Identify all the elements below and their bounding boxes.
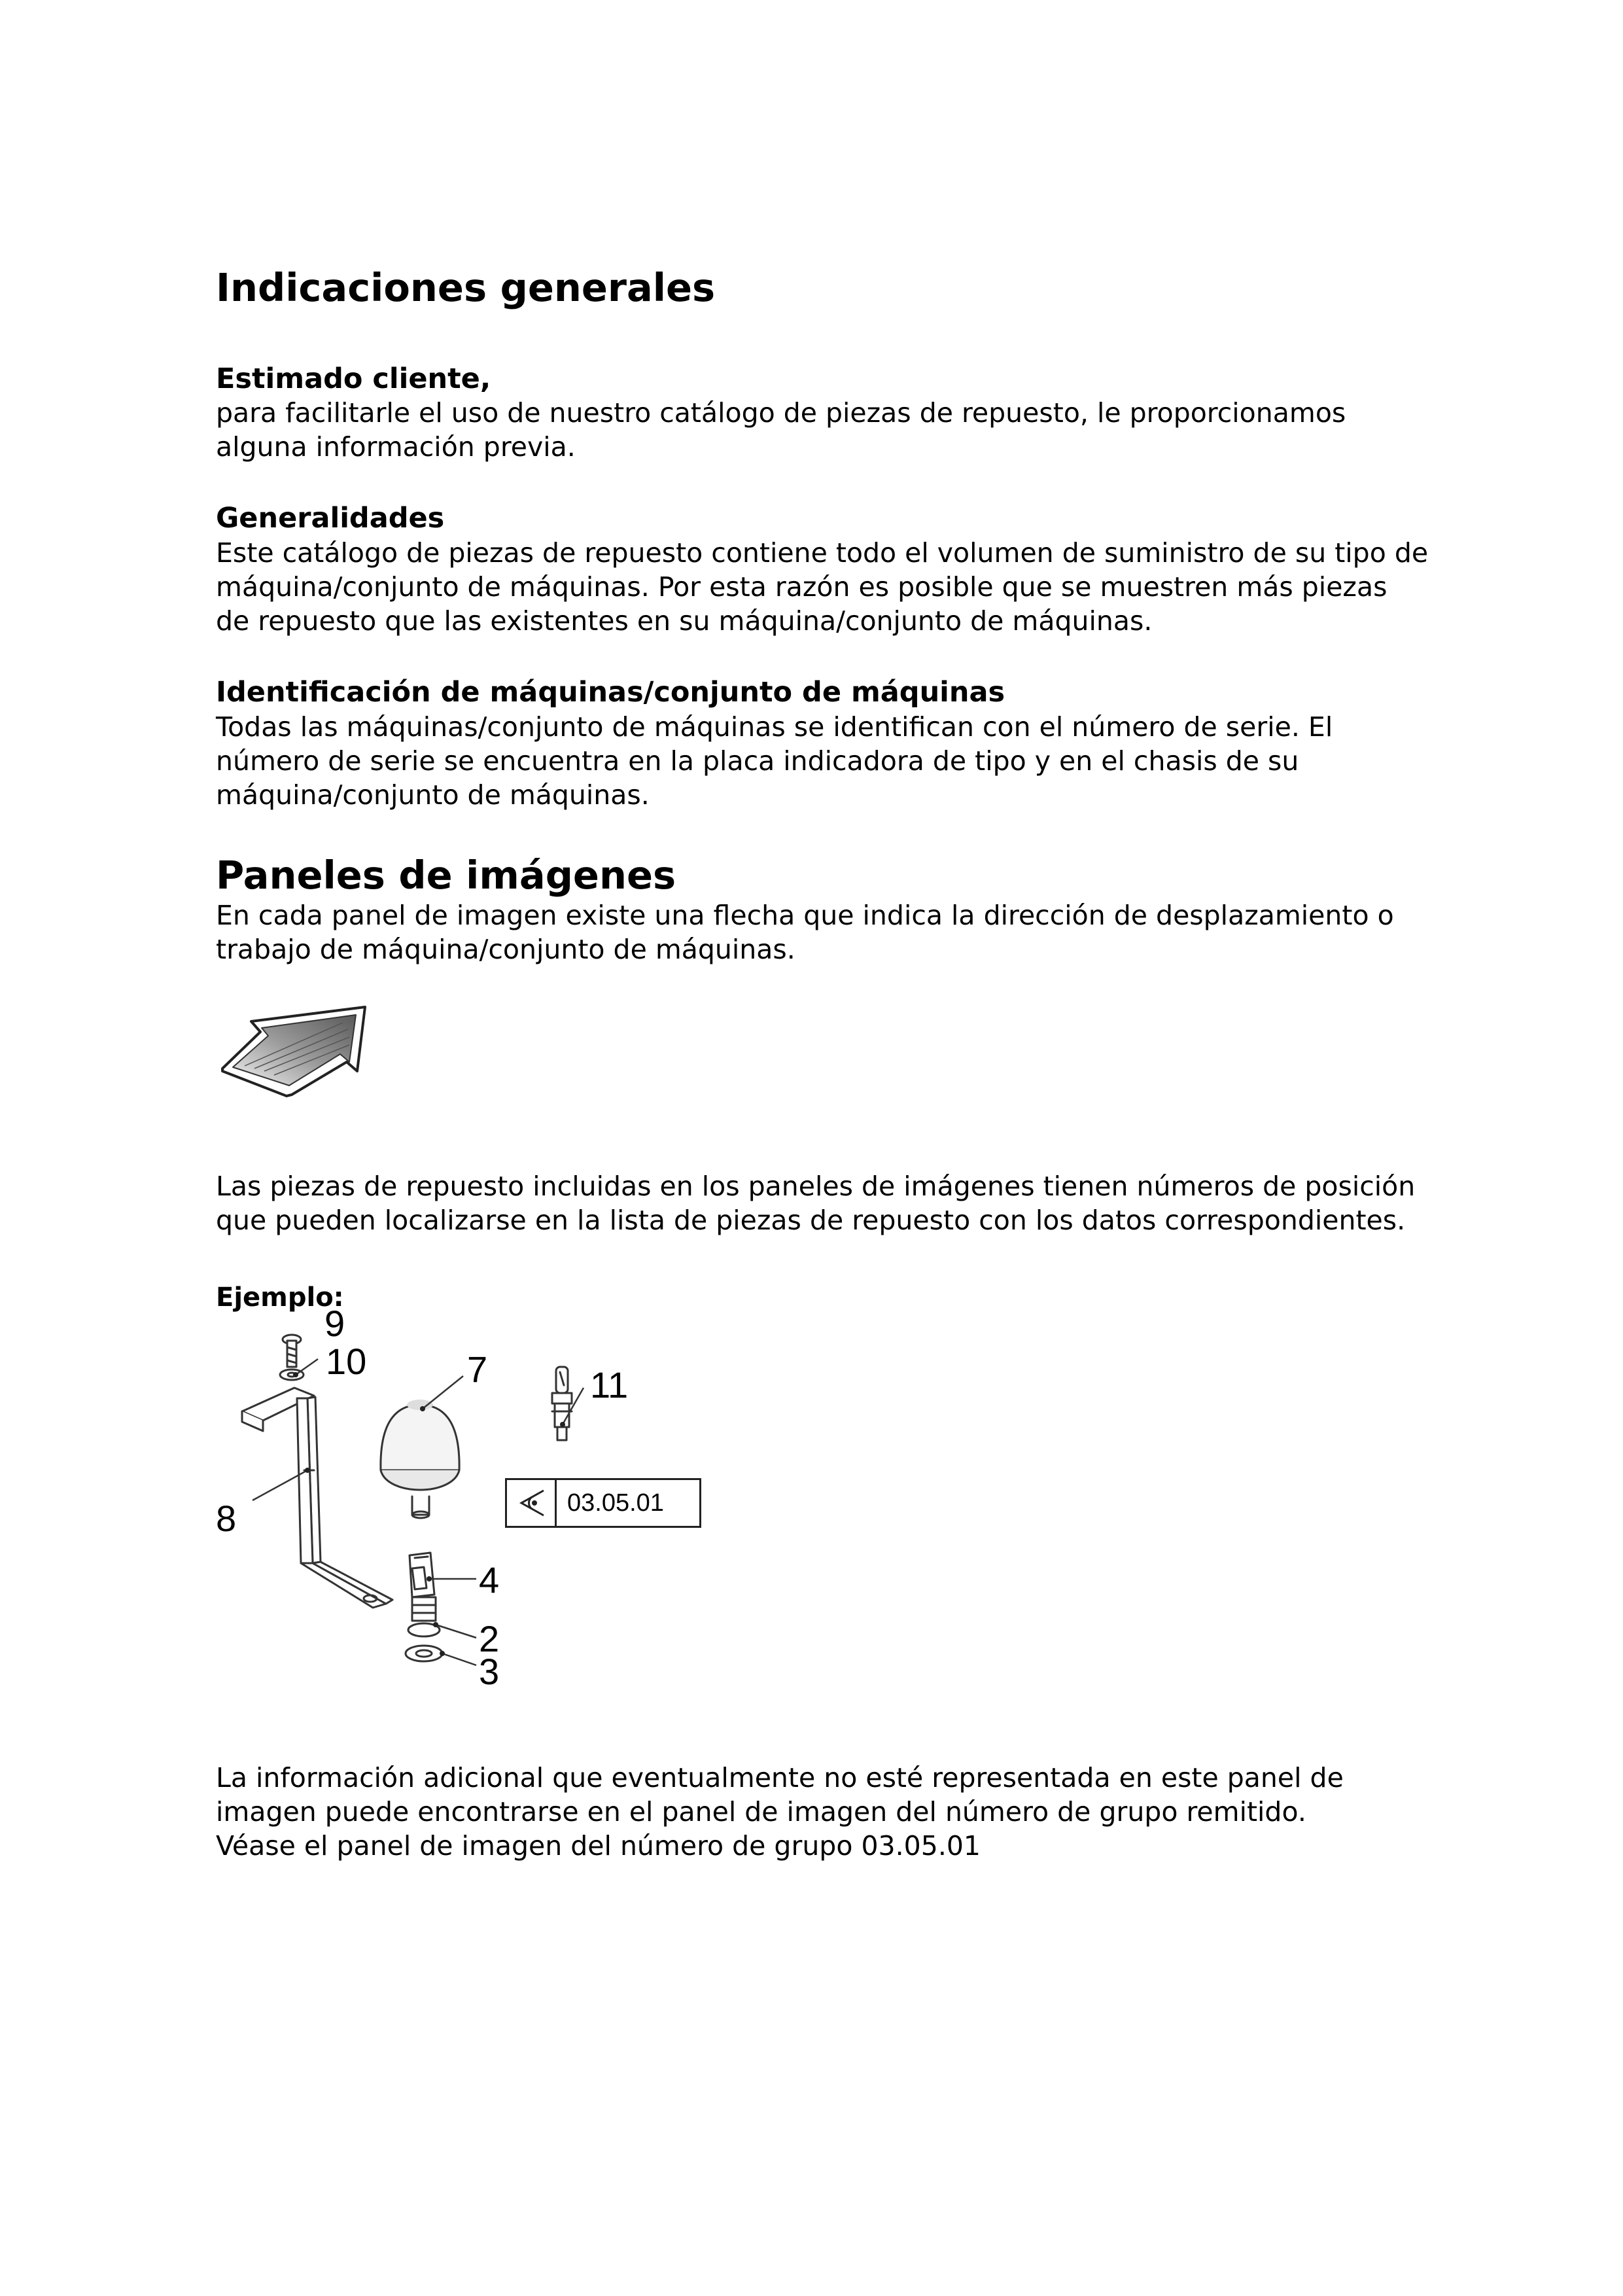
identificacion-line: Todas las máquinas/conjunto de máquinas se identifican con el número de serie. El [216, 711, 1333, 743]
washer-part-3 [406, 1646, 442, 1661]
identificacion-line: número de serie se encuentra en la placa indicadora de tipo y en el chasis de su [216, 745, 1299, 777]
callout-8: 8 [216, 1498, 237, 1540]
identificacion-heading: Identificación de máquinas/conjunto de máquinas [216, 675, 1005, 709]
callout-9: 9 [324, 1303, 345, 1345]
generalidades-line: Este catálogo de piezas de repuesto contiene todo el volumen de suministro de su tipo de [216, 537, 1429, 569]
section-title-general: Indicaciones generales [216, 265, 716, 310]
callout-2: 2 [479, 1618, 500, 1660]
bracket-part-8 [242, 1388, 393, 1608]
paneles-section [216, 853, 1459, 1238]
generalidades-line: de repuesto que las existentes en su máquina/conjunto de máquinas. [216, 605, 1153, 637]
additional-info-paragraph [216, 1761, 1459, 1863]
greeting-heading: Estimado cliente, [216, 362, 491, 395]
identificacion-line: máquina/conjunto de máquinas. [216, 779, 650, 811]
view-eye-icon [507, 1480, 557, 1526]
document-page [216, 265, 1459, 1863]
additional-info-line: La información adicional que eventualmente no esté representada en este panel de [216, 1762, 1344, 1794]
callout-3: 3 [479, 1651, 500, 1693]
callout-7: 7 [467, 1349, 488, 1390]
additional-info-line: Véase el panel de imagen del número de grupo 03.05.01 [216, 1830, 981, 1862]
generalidades-section [216, 502, 1459, 638]
callout-4: 4 [479, 1559, 500, 1601]
callout-11: 11 [590, 1364, 629, 1406]
generalidades-heading: Generalidades [216, 502, 445, 535]
socket-part-4 [410, 1553, 434, 1597]
greeting-line: alguna información previa. [216, 431, 576, 463]
additional-info-line: imagen puede encontrarse en el panel de imagen del número de grupo remitido. [216, 1796, 1306, 1828]
callout-10: 10 [326, 1341, 367, 1383]
lamp-part-11 [552, 1367, 572, 1440]
paneles-line: trabajo de máquina/conjunto de máquinas. [216, 934, 795, 966]
example-label: Ejemplo: [216, 1282, 344, 1313]
parts-diagram [216, 1303, 713, 1732]
position-line: que pueden localizarse en la lista de piezas de repuesto con los datos correspondientes. [216, 1205, 1406, 1237]
group-reference-number: 03.05.01 [567, 1489, 664, 1517]
position-numbers-paragraph [216, 1169, 1459, 1237]
screw-part-9 [283, 1335, 301, 1367]
identificacion-section [216, 676, 1459, 812]
beacon-part-7 [381, 1400, 459, 1518]
group-reference-box [505, 1478, 701, 1528]
direction-arrow-icon [218, 1003, 382, 1101]
greeting-section [216, 362, 1459, 465]
generalidades-line: máquina/conjunto de máquinas. Por esta razón es posible que se muestren más piezas [216, 571, 1387, 603]
position-line: Las piezas de repuesto incluidas en los paneles de imágenes tienen números de posición [216, 1171, 1416, 1203]
nut-part-2 [408, 1597, 440, 1636]
example-section [216, 1282, 1459, 1732]
greeting-line: para facilitarle el uso de nuestro catálogo de piezas de repuesto, le proporcionamos [216, 397, 1346, 429]
section-title-paneles: Paneles de imágenes [216, 852, 676, 898]
paneles-line: En cada panel de imagen existe una flecha que indica la dirección de desplazamiento o [216, 900, 1394, 932]
